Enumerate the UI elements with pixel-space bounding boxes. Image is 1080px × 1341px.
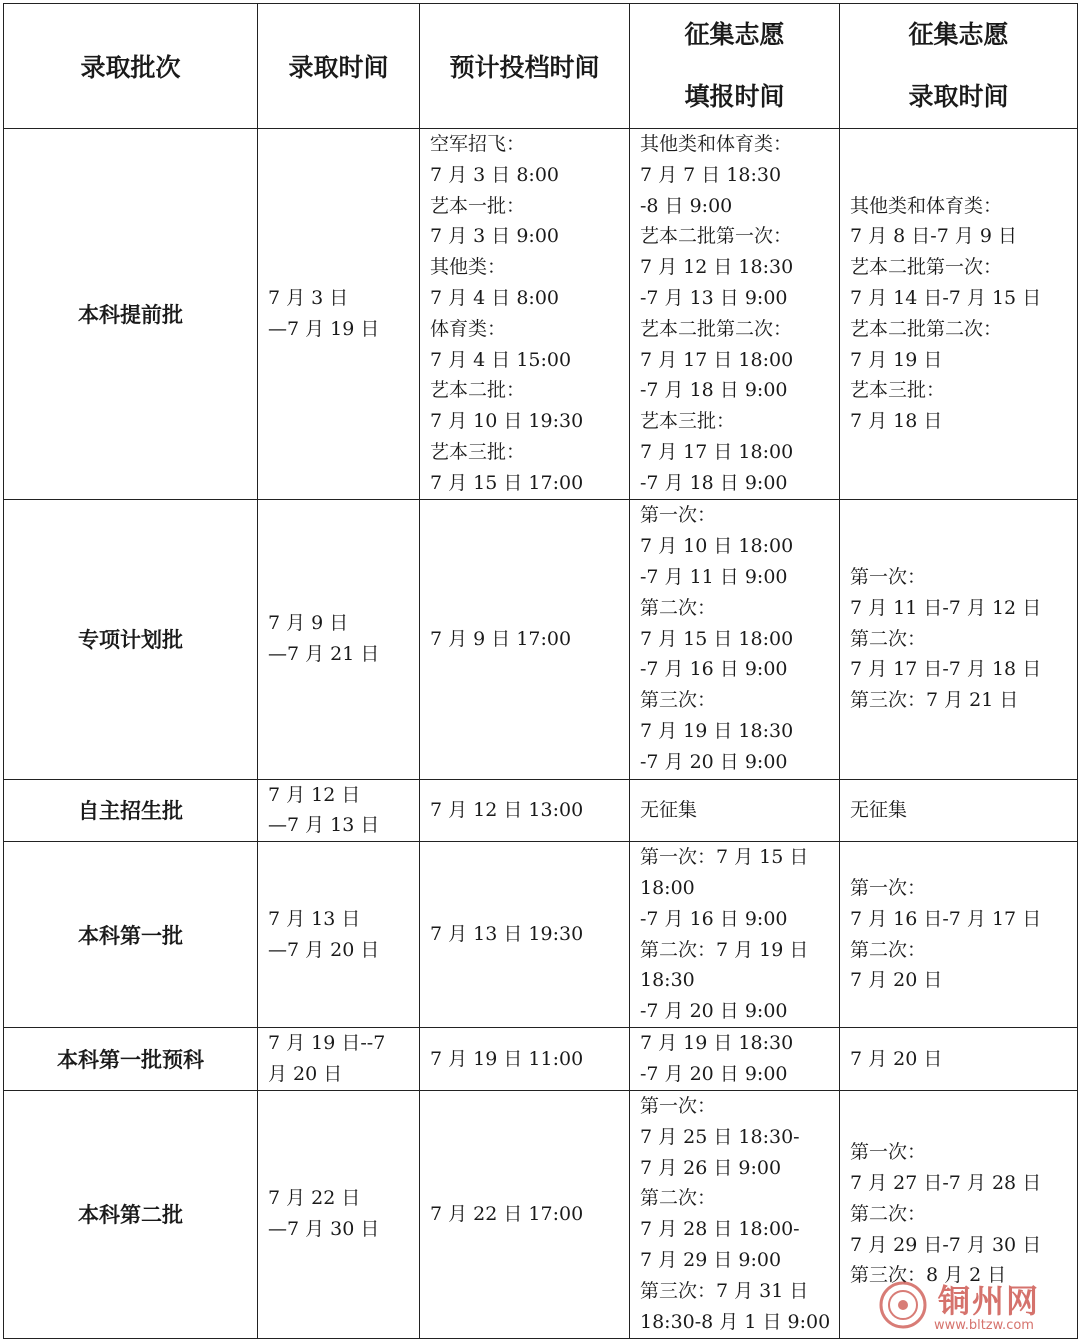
cell-batch-name: 本科提前批 bbox=[4, 129, 258, 500]
cell-line: 艺本三批： bbox=[850, 379, 946, 402]
header-zhengji-admission-line2: 录取时间 bbox=[908, 82, 1009, 111]
cell-line: 18:30-8 月 1 日 9:00 bbox=[640, 1310, 831, 1333]
cell-toudang-time bbox=[420, 1090, 630, 1338]
cell-line: 其他类和体育类： bbox=[640, 133, 793, 155]
cell-batch-name: 本科第一批预科 bbox=[4, 1028, 258, 1091]
cell-line: 7 月 18 日 bbox=[850, 410, 943, 433]
cell-line: 第三次：7 月 21 日 bbox=[850, 689, 1019, 712]
cell-line: —7 月 19 日 bbox=[268, 317, 380, 340]
cell-line: —7 月 30 日 bbox=[268, 1218, 380, 1241]
table-row bbox=[4, 779, 1078, 842]
cell-admission-time bbox=[258, 1090, 420, 1338]
cell-toudang-time bbox=[420, 842, 630, 1028]
cell-line: 第二次：7 月 19 日 bbox=[640, 938, 809, 961]
cell-line: 第一次： bbox=[640, 504, 717, 527]
cell-line: 第一次： bbox=[640, 1095, 717, 1118]
cell-line: 月 20 日 bbox=[268, 1062, 343, 1085]
header-zhengji-fill-time bbox=[630, 4, 840, 129]
cell-line: 7 月 26 日 9:00 bbox=[640, 1156, 782, 1179]
cell-line: 7 月 10 日 18:00 bbox=[640, 535, 794, 558]
cell-line: 艺本二批第一次： bbox=[850, 256, 1003, 279]
cell-zhengji-fill-time bbox=[630, 1028, 840, 1091]
cell-line: 7 月 15 日 17:00 bbox=[430, 471, 584, 494]
cell-line: 艺本二批第二次： bbox=[640, 317, 793, 340]
cell-line: 第二次： bbox=[640, 1187, 717, 1210]
cell-line: 7 月 12 日 18:30 bbox=[640, 256, 794, 279]
cell-toudang-time bbox=[420, 499, 630, 779]
header-zhengji-fill-line2: 填报时间 bbox=[684, 82, 785, 111]
cell-line: 第一次： bbox=[850, 566, 927, 589]
cell-line: 无征集 bbox=[850, 798, 908, 821]
cell-line: -7 月 20 日 9:00 bbox=[640, 1000, 788, 1023]
cell-line: 7 月 19 日 18:30 bbox=[640, 720, 794, 743]
cell-line: 第三次： bbox=[640, 689, 717, 712]
cell-line: 7 月 10 日 19:30 bbox=[430, 410, 584, 433]
cell-line: 艺本一批： bbox=[430, 194, 526, 217]
cell-line: 7 月 20 日 bbox=[850, 969, 943, 992]
cell-zhengji-admission-time bbox=[840, 499, 1078, 779]
cell-line: 7 月 25 日 18:30- bbox=[640, 1125, 800, 1148]
cell-line: -7 月 20 日 9:00 bbox=[640, 1062, 788, 1085]
cell-zhengji-fill-time bbox=[630, 129, 840, 500]
cell-line: 7 月 19 日--7 bbox=[268, 1032, 386, 1055]
cell-line: 7 月 11 日-7 月 12 日 bbox=[850, 596, 1042, 619]
cell-line: 7 月 13 日 bbox=[268, 907, 361, 930]
cell-line: 第一次： bbox=[850, 1141, 927, 1164]
cell-line: 7 月 27 日-7 月 28 日 bbox=[850, 1172, 1042, 1195]
watermark-url: www.bltzw.com bbox=[934, 1318, 1034, 1333]
cell-line: 第三次：8 月 2 日 bbox=[850, 1264, 1007, 1287]
table-row bbox=[4, 1090, 1078, 1338]
cell-line: 7 月 13 日 19:30 bbox=[430, 923, 584, 946]
cell-line: 7 月 7 日 18:30 bbox=[640, 163, 782, 186]
cell-line: -8 日 9:00 bbox=[640, 194, 733, 217]
cell-line: -7 月 18 日 9:00 bbox=[640, 379, 788, 402]
cell-line: 无征集 bbox=[640, 798, 698, 821]
cell-admission-time bbox=[258, 842, 420, 1028]
cell-line: -7 月 20 日 9:00 bbox=[640, 750, 788, 773]
watermark-name: 铜州网 bbox=[938, 1282, 1041, 1320]
cell-batch-name: 本科第一批 bbox=[4, 842, 258, 1028]
cell-line: -7 月 16 日 9:00 bbox=[640, 658, 788, 681]
cell-batch-name: 本科第二批 bbox=[4, 1090, 258, 1338]
cell-line: 7 月 17 日-7 月 18 日 bbox=[850, 658, 1042, 681]
cell-zhengji-admission-time bbox=[840, 1028, 1078, 1091]
cell-admission-time bbox=[258, 499, 420, 779]
cell-line: 体育类： bbox=[430, 317, 507, 340]
cell-line: 艺本三批： bbox=[640, 410, 736, 433]
cell-line: 18:00 bbox=[640, 877, 695, 900]
cell-line: -7 月 18 日 9:00 bbox=[640, 471, 788, 494]
header-row bbox=[4, 4, 1078, 129]
cell-line: 第二次： bbox=[850, 1202, 927, 1225]
cell-line: 7 月 22 日 bbox=[268, 1187, 361, 1210]
cell-line: 其他类和体育类： bbox=[850, 194, 1003, 217]
cell-toudang-time bbox=[420, 779, 630, 842]
cell-line: 7 月 4 日 8:00 bbox=[430, 286, 560, 309]
header-zhengji-admission-line1: 征集志愿 bbox=[908, 20, 1009, 49]
header-zhengji-admission-time bbox=[840, 4, 1078, 129]
table-row bbox=[4, 842, 1078, 1028]
cell-zhengji-fill-time bbox=[630, 842, 840, 1028]
cell-line: 7 月 19 日 18:30 bbox=[640, 1032, 794, 1055]
header-toudang-time: 预计投档时间 bbox=[420, 4, 630, 129]
cell-line: 空军招飞： bbox=[430, 133, 526, 155]
cell-line: 18:30 bbox=[640, 969, 695, 992]
cell-toudang-time bbox=[420, 1028, 630, 1091]
cell-line: 7 月 3 日 8:00 bbox=[430, 163, 560, 186]
cell-line: 7 月 19 日 11:00 bbox=[430, 1047, 584, 1070]
cell-line: 7 月 3 日 9:00 bbox=[430, 225, 560, 248]
cell-line: 7 月 15 日 18:00 bbox=[640, 627, 794, 650]
cell-line: 其他类： bbox=[430, 256, 507, 279]
cell-line: -7 月 13 日 9:00 bbox=[640, 286, 788, 309]
cell-line: 7 月 20 日 bbox=[850, 1047, 943, 1070]
header-batch: 录取批次 bbox=[4, 4, 258, 129]
cell-admission-time bbox=[258, 779, 420, 842]
cell-zhengji-admission-time bbox=[840, 1090, 1078, 1338]
cell-admission-time bbox=[258, 129, 420, 500]
cell-batch-name: 自主招生批 bbox=[4, 779, 258, 842]
cell-line: 7 月 9 日 bbox=[268, 612, 349, 635]
cell-batch-name: 专项计划批 bbox=[4, 499, 258, 779]
cell-admission-time bbox=[258, 1028, 420, 1091]
cell-line: 第二次： bbox=[640, 596, 717, 619]
cell-line: —7 月 13 日 bbox=[268, 814, 380, 837]
cell-line: 7 月 29 日 9:00 bbox=[640, 1249, 782, 1272]
cell-line: 7 月 29 日-7 月 30 日 bbox=[850, 1233, 1042, 1256]
cell-line: 7 月 12 日 bbox=[268, 783, 361, 806]
cell-line: 7 月 14 日-7 月 15 日 bbox=[850, 286, 1042, 309]
cell-line: 第二次： bbox=[850, 938, 927, 961]
table-row bbox=[4, 129, 1078, 500]
cell-line: 7 月 4 日 15:00 bbox=[430, 348, 572, 371]
cell-line: -7 月 11 日 9:00 bbox=[640, 566, 788, 589]
cell-toudang-time bbox=[420, 129, 630, 500]
cell-zhengji-admission-time bbox=[840, 842, 1078, 1028]
cell-line: 7 月 22 日 17:00 bbox=[430, 1202, 584, 1225]
cell-zhengji-admission-time bbox=[840, 779, 1078, 842]
header-zhengji-fill-line1: 征集志愿 bbox=[684, 20, 785, 49]
cell-line: 艺本二批第二次： bbox=[850, 317, 1003, 340]
cell-zhengji-fill-time bbox=[630, 499, 840, 779]
header-admission-time: 录取时间 bbox=[258, 4, 420, 129]
cell-line: —7 月 21 日 bbox=[268, 643, 380, 666]
cell-line: 第三次：7 月 31 日 bbox=[640, 1279, 809, 1302]
cell-line: 艺本三批： bbox=[430, 440, 526, 463]
cell-line: 第一次： bbox=[850, 877, 927, 900]
cell-line: 第一次：7 月 15 日 bbox=[640, 846, 809, 869]
cell-line: 7 月 8 日-7 月 9 日 bbox=[850, 225, 1018, 248]
table-row bbox=[4, 1028, 1078, 1091]
cell-line: -7 月 16 日 9:00 bbox=[640, 907, 788, 930]
cell-line: 7 月 9 日 17:00 bbox=[430, 627, 572, 650]
cell-zhengji-admission-time bbox=[840, 129, 1078, 500]
table-row bbox=[4, 499, 1078, 779]
cell-line: 7 月 17 日 18:00 bbox=[640, 440, 794, 463]
cell-zhengji-fill-time bbox=[630, 779, 840, 842]
admission-schedule-table bbox=[3, 3, 1078, 1339]
cell-line: 7 月 3 日 bbox=[268, 286, 349, 309]
cell-line: 艺本二批第一次： bbox=[640, 225, 793, 248]
cell-line: 第二次： bbox=[850, 627, 927, 650]
cell-line: 7 月 17 日 18:00 bbox=[640, 348, 794, 371]
cell-zhengji-fill-time bbox=[630, 1090, 840, 1338]
cell-line: 7 月 12 日 13:00 bbox=[430, 798, 584, 821]
cell-line: 7 月 19 日 bbox=[850, 348, 943, 371]
cell-line: —7 月 20 日 bbox=[268, 938, 380, 961]
cell-line: 艺本二批： bbox=[430, 379, 526, 402]
cell-line: 7 月 16 日-7 月 17 日 bbox=[850, 907, 1042, 930]
cell-line: 7 月 28 日 18:00- bbox=[640, 1218, 800, 1241]
